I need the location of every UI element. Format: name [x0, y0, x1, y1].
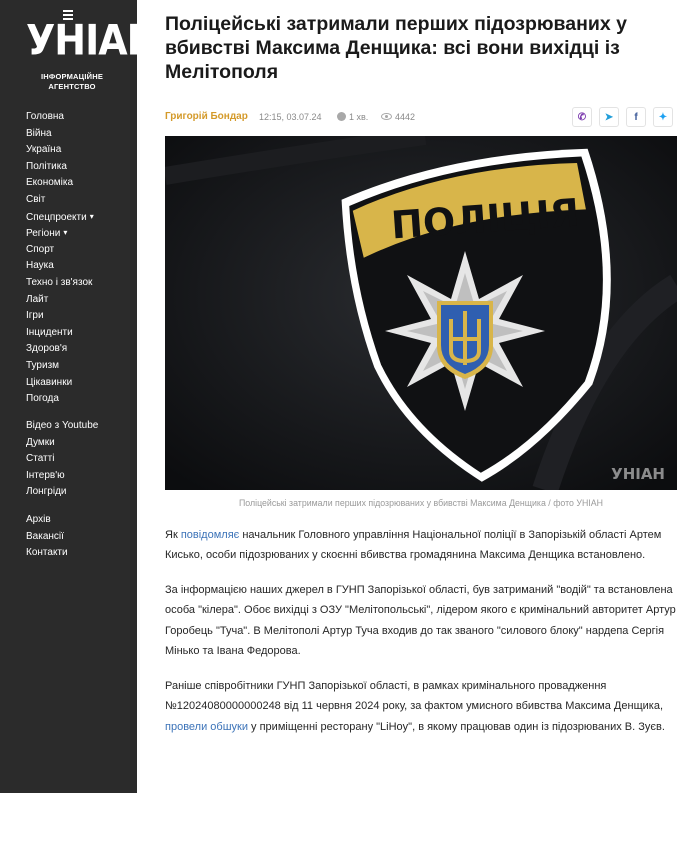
paragraph: Раніше співробітники ГУНП Запорізької області, в рамках кримінального провадження №12024080000000248 від 11 червня 2024 року, за фактом умисного вбивства Максима Денщика, провели обшуки у приміщенні ресторану "LiHoy", в якому працював один із підозрюваних В. Зуєв. [165, 679, 665, 733]
logo-text: УНІАН [26, 15, 158, 65]
nav-item-sport[interactable]: Спорт [26, 243, 55, 255]
nav-item-articles[interactable]: Статті [26, 453, 55, 465]
nav-item-home[interactable]: Головна [26, 111, 64, 122]
nav-item-economy[interactable]: Економіка [26, 177, 74, 189]
article-photo [165, 136, 677, 490]
site-logo[interactable] [26, 10, 158, 94]
paragraph: За інформацією наших джерел в ГУНП Запорізької області, був затриманий "водій" та встановлена особа "кілера". Обоє вихідці з ОЗУ "Мелітопольські", лідером якого є кримінальний авторитет Артур Горобець "Туча". В Мелітополі Артур Туча входив до так званого "силового блоку" нардепа Сергія Мінько та Івана Федорова. [165, 584, 676, 658]
secondary-nav [26, 419, 98, 502]
article-meta [165, 110, 677, 126]
twitter-icon: ✦ [658, 111, 668, 123]
primary-nav [26, 110, 94, 409]
share-telegram-button[interactable] [599, 107, 619, 127]
eye-icon [381, 113, 392, 120]
nav-item-lite[interactable]: Лайт [26, 293, 49, 305]
patch-label: ПОЛІЦІЯ [389, 190, 581, 248]
share-twitter-button[interactable] [653, 107, 673, 127]
photo-watermark: УНІАН [611, 465, 665, 483]
share-viber-button[interactable] [572, 107, 592, 127]
nav-item-contacts[interactable]: Контакти [26, 547, 68, 559]
nav-item-world[interactable]: Світ [26, 193, 46, 205]
police-patch-illustration [165, 136, 677, 490]
viber-icon: ✆ [577, 111, 587, 123]
telegram-icon: ➤ [604, 111, 614, 123]
nav-item-health[interactable]: Здоров'я [26, 343, 68, 355]
author-link[interactable]: Григорій Бондар [165, 111, 248, 122]
nav-item-politics[interactable]: Політика [26, 160, 67, 172]
clock-icon [337, 112, 346, 121]
nav-item-archive[interactable]: Архів [26, 514, 51, 525]
photo-caption: Поліцейські затримали перших підозрюваних у вбивстві Максима Денщика / фото УНІАН [238, 498, 604, 508]
nav-item-youtube[interactable]: Відео з Youtube [26, 420, 99, 431]
nav-item-games[interactable]: Ігри [26, 310, 44, 322]
nav-item-war[interactable]: Війна [26, 127, 52, 139]
nav-item-interviews[interactable]: Інтерв'ю [26, 469, 65, 481]
nav-item-opinions[interactable]: Думки [26, 436, 55, 448]
article-body [165, 525, 677, 751]
nav-item-vacancies[interactable]: Вакансії [26, 530, 64, 542]
article-title: Поліцейські затримали перших підозрюваних у вбивстві Максима Денщика: всі вони вихідці із Мелітополя [165, 13, 628, 83]
nav-item-special-projects[interactable]: Спецпроекти ▾ [26, 211, 94, 223]
nav-item-weather[interactable]: Погода [26, 393, 59, 405]
chevron-down-icon: ▾ [89, 211, 94, 221]
nav-item-science[interactable]: Наука [26, 260, 54, 272]
searches-link[interactable]: провели обшуки [165, 720, 248, 733]
nav-item-ukraine[interactable]: Україна [26, 144, 62, 156]
view-count: 4442 [381, 112, 415, 122]
tertiary-nav [26, 513, 68, 563]
facebook-icon: f [634, 111, 638, 123]
source-link[interactable]: повідомляє [180, 529, 240, 541]
paragraph: Як повідомляє начальник Головного управління Національної поліції в Запорізькій області Артем Кисько, особи підозрюваних у скоєнні вбивства громадянина Максима Денщика встановлено. [165, 529, 662, 562]
nav-item-curiosities[interactable]: Цікавинки [26, 376, 73, 388]
share-facebook-button[interactable] [626, 107, 646, 127]
nav-item-regions[interactable]: Регіони ▾ [26, 228, 68, 240]
logo-tagline: ІНФОРМАЦІЙНЕ АГЕНТСТВО [40, 72, 104, 91]
read-time: 1 хв. [337, 112, 368, 122]
nav-item-incidents[interactable]: Інциденти [26, 326, 73, 338]
nav-item-tech[interactable]: Техно і зв'язок [26, 276, 93, 288]
nav-item-tourism[interactable]: Туризм [26, 359, 60, 371]
publish-datetime: 12:15, 03.07.24 [259, 112, 322, 122]
nav-item-longreads[interactable]: Лонгріди [26, 486, 67, 498]
chevron-down-icon: ▾ [63, 228, 68, 238]
sidebar [0, 0, 158, 793]
